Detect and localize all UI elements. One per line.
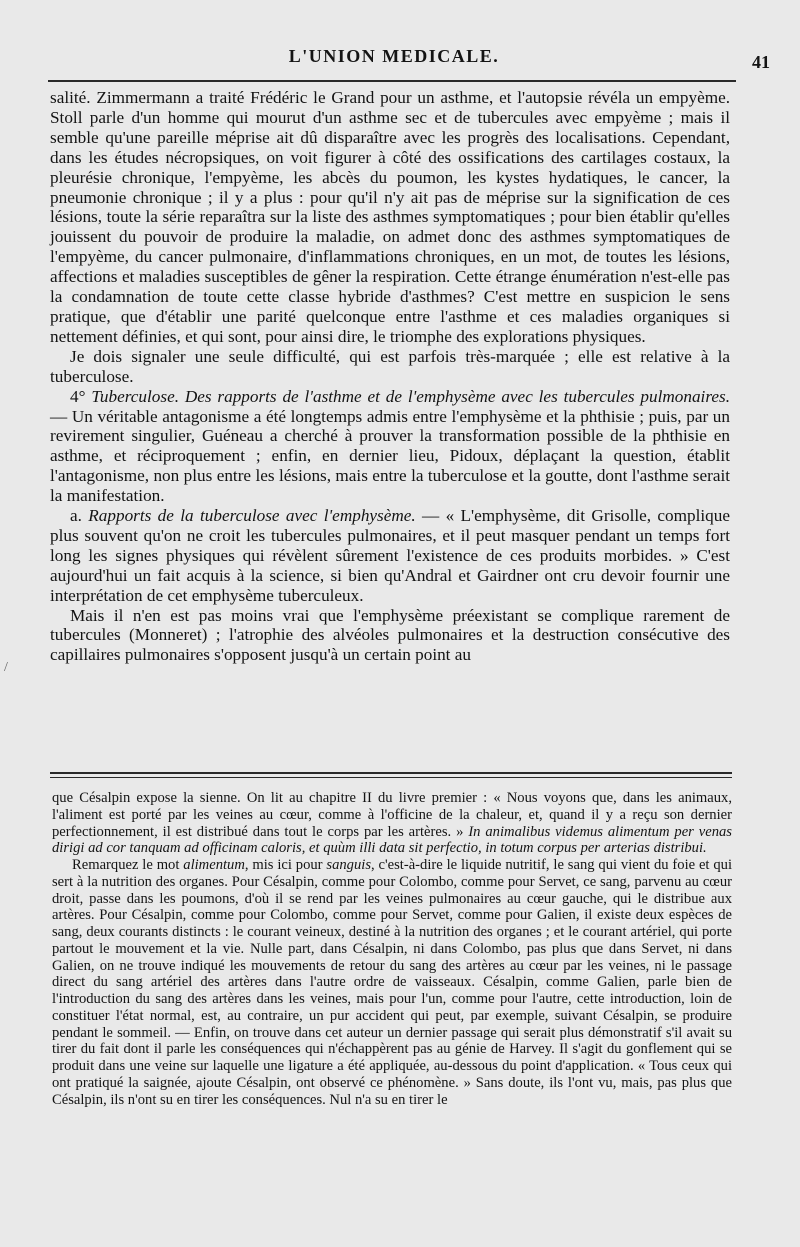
margin-mark: /: [4, 660, 8, 675]
subsection-letter: a.: [70, 506, 89, 526]
footnote-text: , mis ici pour: [244, 857, 327, 873]
paragraph-text: — « L'emphysème, dit Grisolle, complique plus souvent qu'on ne croit les tubercules pulmonaires, et il peut masquer pendant un temps fort long les signes physiques qui révèlent sûrement l'existence de ces produits morbides. » C'est aujourd'hui un fait acquis à la science, si bien qu'Andral et Gairdner ont cru devoir fournir une interprétation de cet emphysème tuberculeux.: [50, 506, 730, 605]
main-text: [50, 88, 730, 665]
latin-quote: In animalibus videmus alimentum per venas dirigi ad cor tanquam ad officinam caloris, et quùm illi data sit perfectio, in totum corpus per arterias distribui.: [52, 823, 732, 857]
page-number: 41: [752, 52, 770, 72]
footnote-separator: [50, 772, 732, 778]
footnote-text: , c'est-à-dire le liquide nutritif, le sang qui vient du foie et qui sert à la nutrition des organes. Pour Césalpin, comme pour Colombo, comme pour Servet, ce sang, parvenu au cœur droit, passe dans les poumons, d'où il se rend par les veines pulmonaires au cœur gauche, qui le distribue aux artères. Pour Césalpin, comme pour Colombo, comme pour Servet, comme pour Galien, il existe deux espèces de sang, deux courants distincts : le courant veineux, destiné à la nutrition des organes ; et le courant artériel, qui porte partout le mouvement et la vie. Nulle part, dans Césalpin, ni dans Colombo, pas plus que dans Servet, ni dans Galien, on ne trouve indiqué les mouvements de retour du sang des artères au cœur par les veines, ni le passage direct du sang artériel des artères dans l'autre ordre de vaisseaux. Césalpin, comme Galien, parle bien de l'introduction du sang des artères dans les veines, mais pour l'un, comme pour l'autre, cette introduction, loin de constituer l'état normal, est, au contraire, un pur accident qui peut, par exemple, suivant Césalpin, se produire pendant le sommeil. — Enfin, on trouve dans cet auteur un dernier passage qui serait plus démonstratif s'il avait su tirer du fait dont il parle les conséquences qui n'échappèrent pas au génie de Harvey. Il s'agit du gonflement qui se produit dans une veine sur laquelle une ligature a été appliquée, au-dessous du point d'application. « Tous ceux qui ont pratiqué la saignée, ajoute Césalpin, ont observé ce phénomène. » Sans doute, ils l'ont vu, mais, pas plus que Césalpin, ils n'ont su en tirer les conséquences. Nul n'a su en tirer le: [52, 857, 732, 1108]
footnote: [52, 790, 732, 1108]
paragraph-text: — Un véritable antagonisme a été longtemps admis entre l'emphysème et la phthisie ; puis, par un revirement singulier, Guéneau a cherché à prouver la transformation possible de la phthisie en asthme, et réciproquement ; enfin, en dernier lieu, Pidoux, déplaçant la question, établit l'antagonisme, non plus entre les lésions, mais entre la tuberculose et la goutte, dont l'asthme serait la manifestation.: [50, 406, 730, 506]
emphasized-word: sanguis: [326, 857, 372, 873]
footnote-text: que Césalpin expose la sienne. On lit au chapitre II du livre premier : « Nous voyons que, dans les animaux, l'aliment est porté par les veines au cœur, comme à l'officine de la chaleur, et, quand il y a reçu son dernier perfectionnement, il est distribué dans tout le corps par les artères. »: [52, 790, 732, 840]
header-rule: [48, 80, 736, 82]
footnote-paragraph: [52, 790, 732, 857]
paragraph: [50, 506, 730, 606]
paragraph: salité. Zimmermann a traité Frédéric le Grand pour un asthme, et l'autopsie révéla un empyème. Stoll parle d'un homme qui mourut d'un asthme sec et de tubercules avec empyème ; mais il semble qu'une pareille méprise ait dû disparaître avec les progrès des localisations. Cependant, dans les études nécropsiques, on voit figurer à côté des ossifications des cartilages costaux, la pleurésie chronique, l'empyème, les abcès du poumon, les kystes hydatiques, le cancer, la pneumonie chronique ; il y a plus : pour qu'il n'y ait pas de méprise sur la signification de ces lésions, toute la série reparaîtra sur la liste des asthmes symptomatiques ; pour bien établir qu'elles jouissent du pouvoir de produire la maladie, on admet donc des asthmes symptomatiques de l'empyème, du cancer pulmonaire, d'inflammations chroniques, en un mot, de toutes les lésions, affections et maladies susceptibles de gêner la respiration. Cette étrange énumération n'est-elle pas la condamnation de toute cette classe hybride d'asthmes? C'est mettre en suspicion le sens pratique, que d'établir une parité quelconque entre l'asthme et ces maladies organiques si nettement définies, et qui sont, pour ainsi dire, le triomphe des explorations physiques.: [50, 88, 730, 346]
page-header: [48, 44, 770, 74]
running-title: L'UNION MEDICALE.: [288, 46, 500, 66]
footnote-text: Remarquez le mot: [72, 857, 184, 873]
section-number: 4°: [70, 386, 92, 406]
paragraph: Mais il n'en est pas moins vrai que l'emphysème préexistant se complique rarement de tubercules (Monneret) ; l'atrophie des alvéoles pulmonaires et la destruction consécutive des capillaires pulmonaires s'opposent jusqu'à un certain point au: [50, 605, 730, 665]
section-title: Tuberculose. Des rapports de l'asthme et de l'emphysème avec les tubercules pulmonaires.: [91, 386, 730, 406]
paragraph: Je dois signaler une seule difficulté, qui est parfois très-marquée ; elle est relative à la tuberculose.: [50, 346, 730, 386]
paragraph: [50, 387, 730, 506]
emphasized-word: alimentum: [183, 857, 245, 873]
footnote-paragraph: [52, 857, 732, 1108]
subsection-title: Rapports de la tuberculose avec l'emphysème.: [88, 506, 416, 526]
